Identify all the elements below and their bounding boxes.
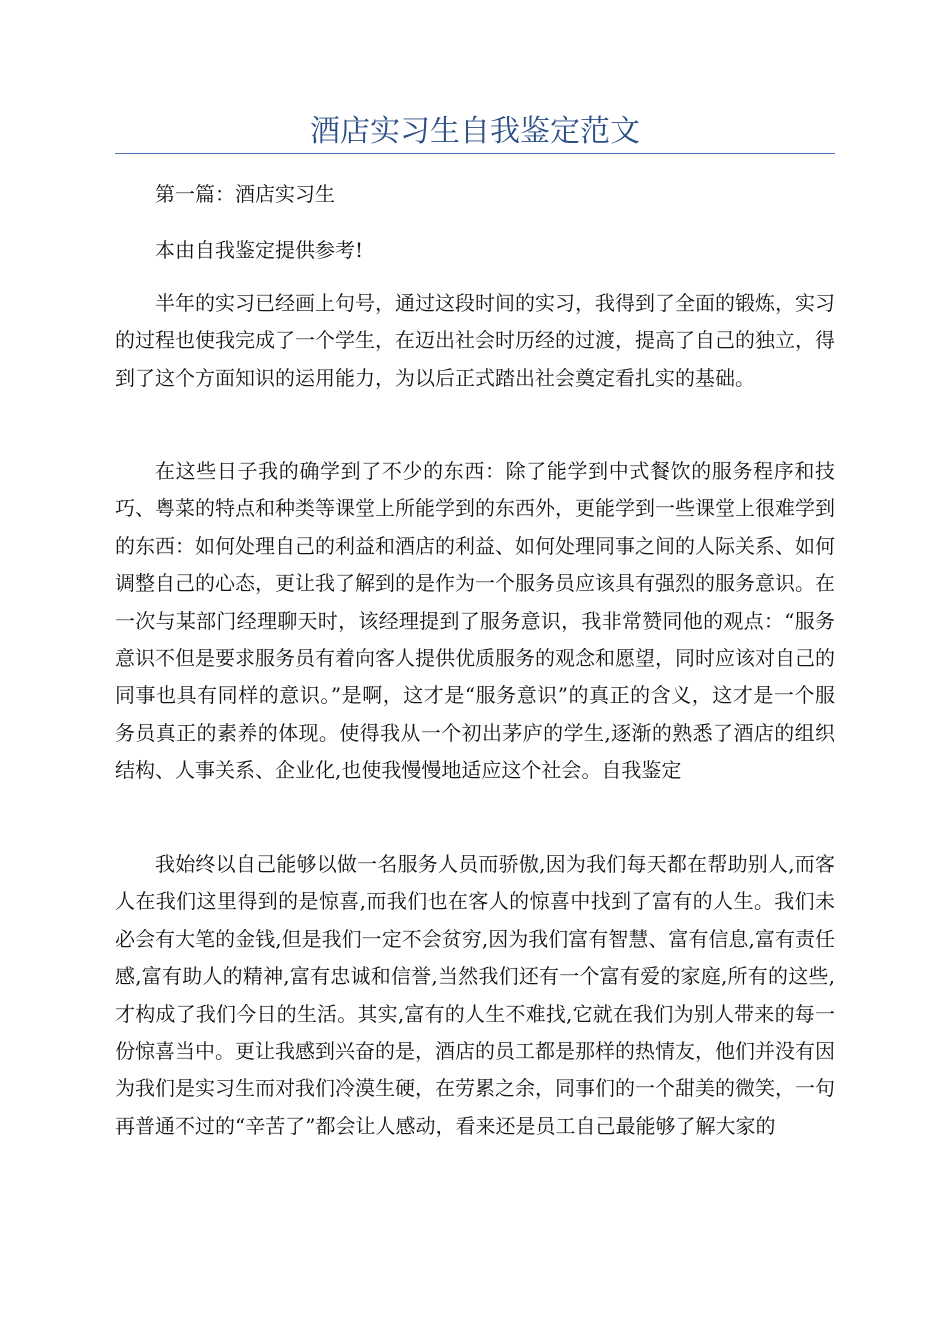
paragraph-1: 半年的实习已经画上句号，通过这段时间的实习，我得到了全面的锻炼，实习的过程也使我完成了一个学生，在迈出社会时历经的过渡，提高了自己的独立，得到了这个方面知识的运用能力，为以后正式踏出社会奠定看扎实的基础。 bbox=[115, 291, 835, 390]
title-underline bbox=[115, 153, 835, 154]
document-title: 酒店实习生自我鉴定范文 bbox=[310, 114, 640, 149]
paragraph-3: 我始终以自己能够以做一名服务人员而骄傲,因为我们每天都在帮助别人,而客人在我们这里得到的是惊喜,而我们也在客人的惊喜中找到了富有的人生。我们未必会有大笔的金钱,但是我们一定不会贫穷,因为我们富有智慧、富有信息,富有责任感,富有助人的精神,富有忠诚和信誉,当然我们还有一个富有爱的家庭,所有的这些,才构成了我们今日的生活。其实,富有的人生不难找,它就在我们为别人带来的每一份惊喜当中。更让我感到兴奋的是，酒店的员工都是那样的热情友，他们并没有因为我们是实习生而对我们冷漠生硬，在劳累之余，同事们的一个甜美的微笑，一句再普通不过的“辛苦了”都会让人感动，看来还是员工自己最能够了解大家的 bbox=[115, 852, 835, 1138]
section-heading: 第一篇：酒店实习生 bbox=[155, 182, 335, 206]
source-note: 本由自我鉴定提供参考! bbox=[155, 238, 364, 262]
paragraph-2: 在这些日子我的确学到了不少的东西：除了能学到中式餐饮的服务程序和技巧、粤菜的特点和种类等课堂上所能学到的东西外，更能学到一些课堂上很难学到的东西：如何处理自己的利益和酒店的利益、如何处理同事之间的人际关系、如何调整自己的心态，更让我了解到的是作为一个服务员应该具有强烈的服务意识。在一次与某部门经理聊天时，该经理提到了服务意识，我非常赞同他的观点：“服务意识不但是要求服务员有着向客人提供优质服务的观念和愿望，同时应该对自己的同事也具有同样的意识。”是啊，这才是“服务意识”的真正的含义，这才是一个服务员真正的素养的体现。使得我从一个初出茅庐的学生,逐渐的熟悉了酒店的组织结构、人事关系、企业化,也使我慢慢地适应这个社会。自我鉴定 bbox=[115, 459, 835, 783]
